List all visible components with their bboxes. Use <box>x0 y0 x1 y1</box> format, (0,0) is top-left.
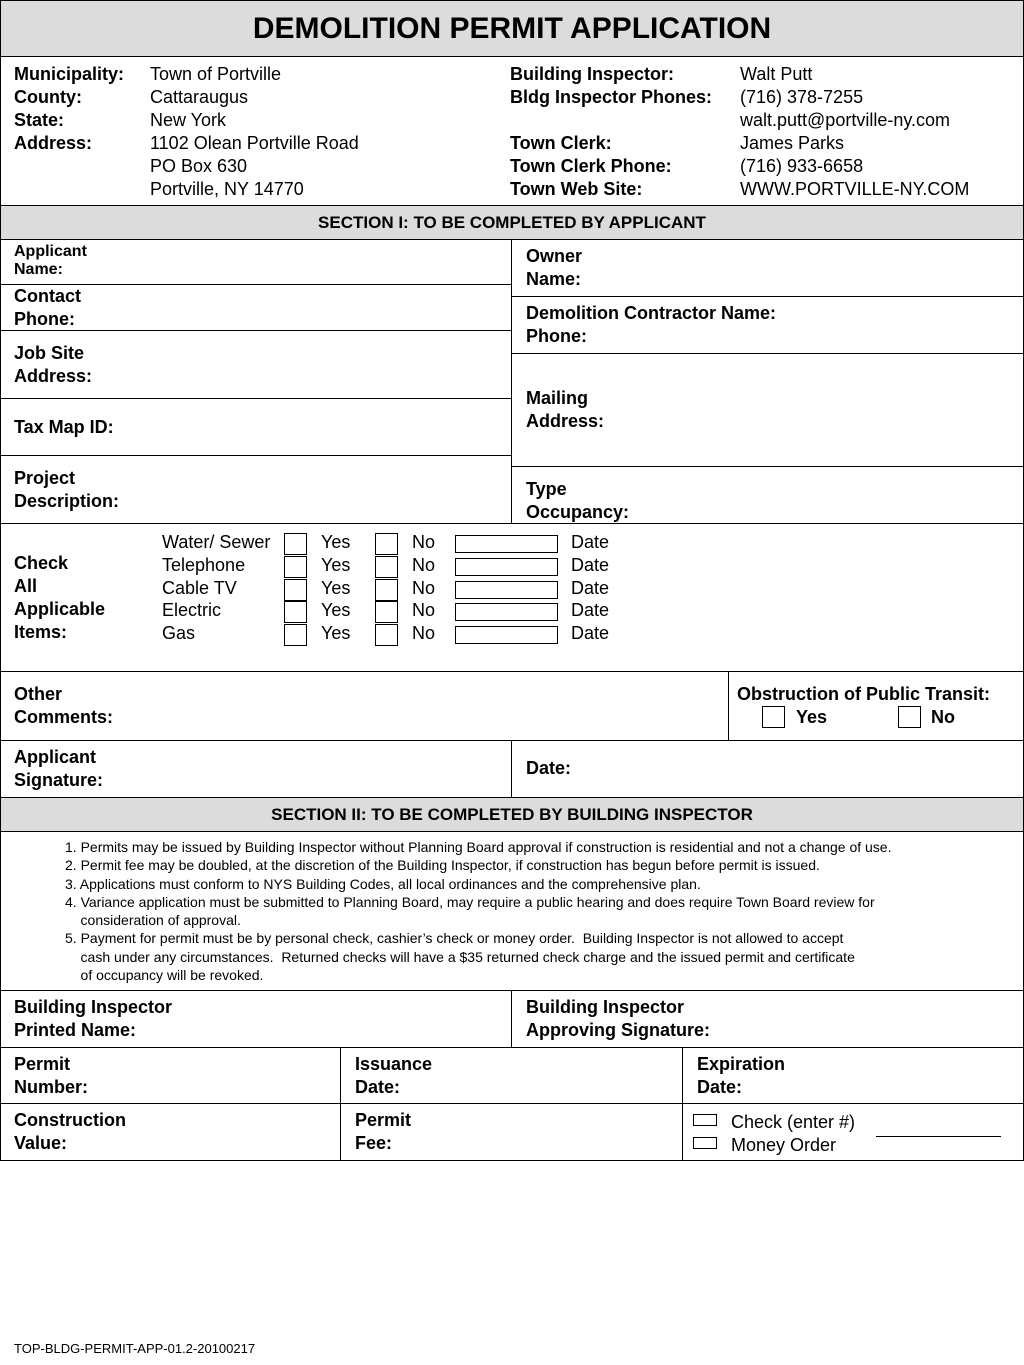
label-line: Phone: <box>526 326 587 346</box>
label-line: Address: <box>14 366 93 386</box>
inspector-email-value: walt.putt@portville-ny.com <box>740 110 951 130</box>
label-line: Fee: <box>355 1133 393 1153</box>
obstruction-yes-checkbox[interactable] <box>762 706 785 728</box>
form-title: DEMOLITION PERMIT APPLICATION <box>252 12 772 45</box>
utility-no-checkbox[interactable] <box>375 624 398 646</box>
utility-label: Telephone <box>162 554 246 575</box>
label-line: Items: <box>14 622 68 642</box>
label-line: Number: <box>14 1077 89 1097</box>
label-line: Contact <box>14 286 81 306</box>
contact-phone-label <box>14 285 81 331</box>
label-line: Construction <box>14 1110 126 1130</box>
note-line: 3. Applications must conform to NYS Building Codes, all local ordinances and the comprehensive plan. <box>65 875 701 892</box>
mailing-address-label <box>526 387 604 433</box>
utility-no-checkbox[interactable] <box>375 601 398 623</box>
label-line: Printed Name: <box>14 1020 137 1040</box>
project-desc-label <box>14 467 119 513</box>
county-value: Cattaraugus <box>150 87 249 107</box>
label-line: Occupancy: <box>526 502 630 522</box>
note-line: cash under any circumstances. Returned checks will have a $35 returned check charge and the issued permit and certificate <box>65 948 855 965</box>
line <box>0 523 1024 524</box>
utility-date-field[interactable] <box>455 558 558 576</box>
inspector-phone-value: (716) 378-7255 <box>740 87 864 107</box>
obstruction-no-label: No <box>931 707 955 727</box>
utility-yes-checkbox[interactable] <box>284 601 307 623</box>
label-line: Signature: <box>14 770 104 790</box>
inspector-phones-label: Bldg Inspector Phones: <box>510 87 713 107</box>
label-line: Description: <box>14 491 120 511</box>
label-line: Building Inspector <box>526 997 685 1017</box>
municipality-value: Town of Portville <box>150 64 282 84</box>
check-all-label <box>14 552 105 644</box>
utility-no-label: No <box>412 554 436 575</box>
municipality-label: Municipality: <box>14 64 125 84</box>
payment-money-order-checkbox[interactable] <box>693 1137 717 1149</box>
town-web-value: WWW.PORTVILLE-NY.COM <box>740 179 970 199</box>
label-line: Permit <box>14 1054 71 1074</box>
label-line: All <box>14 576 38 596</box>
label-line: Mailing <box>526 388 588 408</box>
utility-date-label: Date <box>571 623 610 643</box>
permit-fee-label <box>355 1109 411 1155</box>
address-line-2: PO Box 630 <box>150 156 248 176</box>
line <box>0 1103 1024 1104</box>
label-line: Expiration <box>697 1054 786 1074</box>
line <box>0 398 512 399</box>
label-line: Job Site <box>14 343 85 363</box>
payment-check-label: Check (enter #) <box>731 1112 856 1132</box>
town-clerk-label: Town Clerk: <box>510 133 612 153</box>
line <box>728 671 729 740</box>
applicant-name-field[interactable] <box>130 242 508 282</box>
address-line-3: Portville, NY 14770 <box>150 179 304 199</box>
contact-phone-field[interactable] <box>130 287 508 327</box>
payment-money-order-label: Money Order <box>731 1135 837 1155</box>
inspector-labels <box>510 63 712 201</box>
job-site-field[interactable] <box>130 333 508 395</box>
utility-yes-checkbox[interactable] <box>284 579 307 601</box>
label-line: Issuance <box>355 1054 433 1074</box>
type-occupancy-label <box>526 478 629 524</box>
label-line: Name: <box>14 261 63 278</box>
label-line: Owner <box>526 246 583 266</box>
check-number-line[interactable] <box>876 1136 1001 1137</box>
label-line: Address: <box>526 411 605 431</box>
utility-date-field[interactable] <box>455 581 558 599</box>
expiration-date-label <box>697 1053 785 1099</box>
construction-value-label <box>14 1109 126 1155</box>
tax-map-label: Tax Map ID: <box>14 417 114 437</box>
owner-name-label <box>526 245 582 291</box>
label-line: Phone: <box>14 309 75 329</box>
other-comments-field[interactable] <box>130 674 724 737</box>
line <box>0 455 512 456</box>
building-inspector-label: Building Inspector: <box>510 64 674 84</box>
date-field[interactable] <box>590 743 1020 794</box>
section2-header: SECTION II: TO BE COMPLETED BY BUILDING INSPECTOR <box>271 805 753 824</box>
building-inspector-value: Walt Putt <box>740 64 813 84</box>
utility-date-label: Date <box>571 532 610 552</box>
line <box>0 239 1024 240</box>
state-value: New York <box>150 110 227 130</box>
utility-date-label: Date <box>571 577 610 598</box>
label-line: Name: <box>526 269 582 289</box>
address-label: Address: <box>14 133 93 153</box>
line <box>340 1047 341 1160</box>
label-line: Applicable <box>14 599 106 619</box>
state-label: State: <box>14 110 65 130</box>
note-line: consideration of approval. <box>65 912 241 929</box>
label-line: Project <box>14 468 76 488</box>
town-web-label: Town Web Site: <box>510 179 643 199</box>
label-line: Value: <box>14 1133 68 1153</box>
utility-no-label: No <box>412 623 436 643</box>
label-line: Check <box>14 553 69 573</box>
utility-no-checkbox[interactable] <box>375 579 398 601</box>
label-line: Date: <box>697 1077 743 1097</box>
line <box>512 296 1024 297</box>
label-line: Approving Signature: <box>526 1020 710 1040</box>
utility-no-checkbox[interactable] <box>375 533 398 555</box>
utility-yes-checkbox[interactable] <box>284 533 307 555</box>
line <box>511 239 512 523</box>
utility-label: Cable TV <box>162 577 237 598</box>
town-clerk-value: James Parks <box>740 133 845 153</box>
obstruction-no-checkbox[interactable] <box>898 706 921 728</box>
label-line: Building Inspector <box>14 997 173 1017</box>
inspector-signature-field[interactable] <box>730 993 1020 1044</box>
applicant-name-label <box>14 243 87 279</box>
utility-label: Electric <box>162 600 222 621</box>
label-line: Other <box>14 684 63 704</box>
note-line: 1. Permits may be issued by Building Inspector without Planning Board approval if construction is residential and not a change of use. <box>65 839 892 855</box>
label-line: Type <box>526 479 567 499</box>
applicant-signature-field[interactable] <box>130 743 508 794</box>
construction-value-field[interactable] <box>140 1106 336 1156</box>
contractor-label <box>526 302 776 348</box>
tax-map-field[interactable] <box>130 401 508 452</box>
label-line: Demolition Contractor Name: <box>526 303 777 323</box>
utility-date-field[interactable] <box>455 603 558 621</box>
line <box>512 353 1024 354</box>
issuance-date-field[interactable] <box>440 1050 678 1100</box>
utility-no-label: No <box>412 600 436 621</box>
inspector-printed-name-field[interactable] <box>180 993 508 1044</box>
utility-no-label: No <box>412 532 436 552</box>
contractor-field[interactable] <box>800 299 1020 351</box>
utility-yes-label: Yes <box>321 554 351 575</box>
permit-number-label <box>14 1053 88 1099</box>
utility-yes-label: Yes <box>321 600 351 621</box>
note-line: 2. Permit fee may be doubled, at the discretion of the Building Inspector, if construction has begun before permit is issued. <box>65 857 820 874</box>
utility-label: Gas <box>162 623 196 643</box>
inspector-printed-name-label <box>14 996 172 1042</box>
mailing-address-field[interactable] <box>640 356 1020 464</box>
utility-yes-label: Yes <box>321 532 351 552</box>
obstruction-label: Obstruction of Public Transit: <box>737 684 991 704</box>
line <box>0 1047 1024 1048</box>
line <box>0 56 1024 57</box>
other-comments-label <box>14 683 113 729</box>
job-site-label <box>14 342 92 388</box>
line <box>0 831 1024 832</box>
line <box>511 740 512 797</box>
project-desc-field[interactable] <box>130 458 508 520</box>
type-occupancy-field[interactable] <box>650 469 1020 521</box>
applicant-signature-label <box>14 746 103 792</box>
utility-yes-checkbox[interactable] <box>284 556 307 578</box>
municipality-labels <box>14 63 124 155</box>
obstruction-yes-label: Yes <box>796 707 828 727</box>
line <box>511 990 512 1047</box>
inspector-values <box>740 63 969 201</box>
utility-yes-checkbox[interactable] <box>284 624 307 646</box>
utility-label: Water/ Sewer <box>162 532 271 552</box>
note-line: 5. Payment for permit must be by personal check, cashier’s check or money order. Building Inspector is not allowed to accept <box>65 930 844 947</box>
utility-date-field[interactable] <box>455 626 558 644</box>
line <box>0 671 1024 672</box>
line <box>0 990 1024 991</box>
issuance-date-label <box>355 1053 432 1099</box>
municipality-values <box>150 63 359 201</box>
county-label: County: <box>14 87 82 107</box>
label-line: Applicant <box>14 747 97 767</box>
line <box>682 1047 683 1160</box>
inspector-signature-label <box>526 996 710 1042</box>
utility-no-label: No <box>412 577 436 598</box>
permit-number-field[interactable] <box>100 1050 336 1100</box>
note-line: 4. Variance application must be submitted to Planning Board, may require a public hearing and does require Town Board review for <box>65 893 875 910</box>
owner-name-field[interactable] <box>640 242 1020 294</box>
line <box>512 466 1024 467</box>
utility-date-field[interactable] <box>455 535 558 553</box>
date-label: Date: <box>526 758 572 778</box>
expiration-date-field[interactable] <box>790 1050 1020 1100</box>
address-line-1: 1102 Olean Portville Road <box>150 133 359 153</box>
line <box>0 797 1024 798</box>
utility-date-label: Date <box>571 600 610 621</box>
label-line: Permit <box>355 1110 412 1130</box>
label-line: Applicant <box>14 243 87 260</box>
line <box>0 205 1024 206</box>
payment-check-checkbox[interactable] <box>693 1114 717 1126</box>
section1-header: SECTION I: TO BE COMPLETED BY APPLICANT <box>318 213 706 232</box>
town-clerk-phone-value: (716) 933-6658 <box>740 156 864 176</box>
utility-no-checkbox[interactable] <box>375 556 398 578</box>
line <box>0 740 1024 741</box>
note-line: of occupancy will be revoked. <box>65 967 264 984</box>
label-line: Date: <box>355 1077 401 1097</box>
form-code: TOP-BLDG-PERMIT-APP-01.2-20100217 <box>14 1341 256 1356</box>
utility-yes-label: Yes <box>321 623 351 643</box>
inspector-notes <box>65 838 891 984</box>
permit-fee-field[interactable] <box>420 1106 678 1156</box>
utility-date-label: Date <box>571 554 610 575</box>
utility-yes-label: Yes <box>321 577 351 598</box>
label-line: Comments: <box>14 707 114 727</box>
town-clerk-phone-label: Town Clerk Phone: <box>510 156 672 176</box>
